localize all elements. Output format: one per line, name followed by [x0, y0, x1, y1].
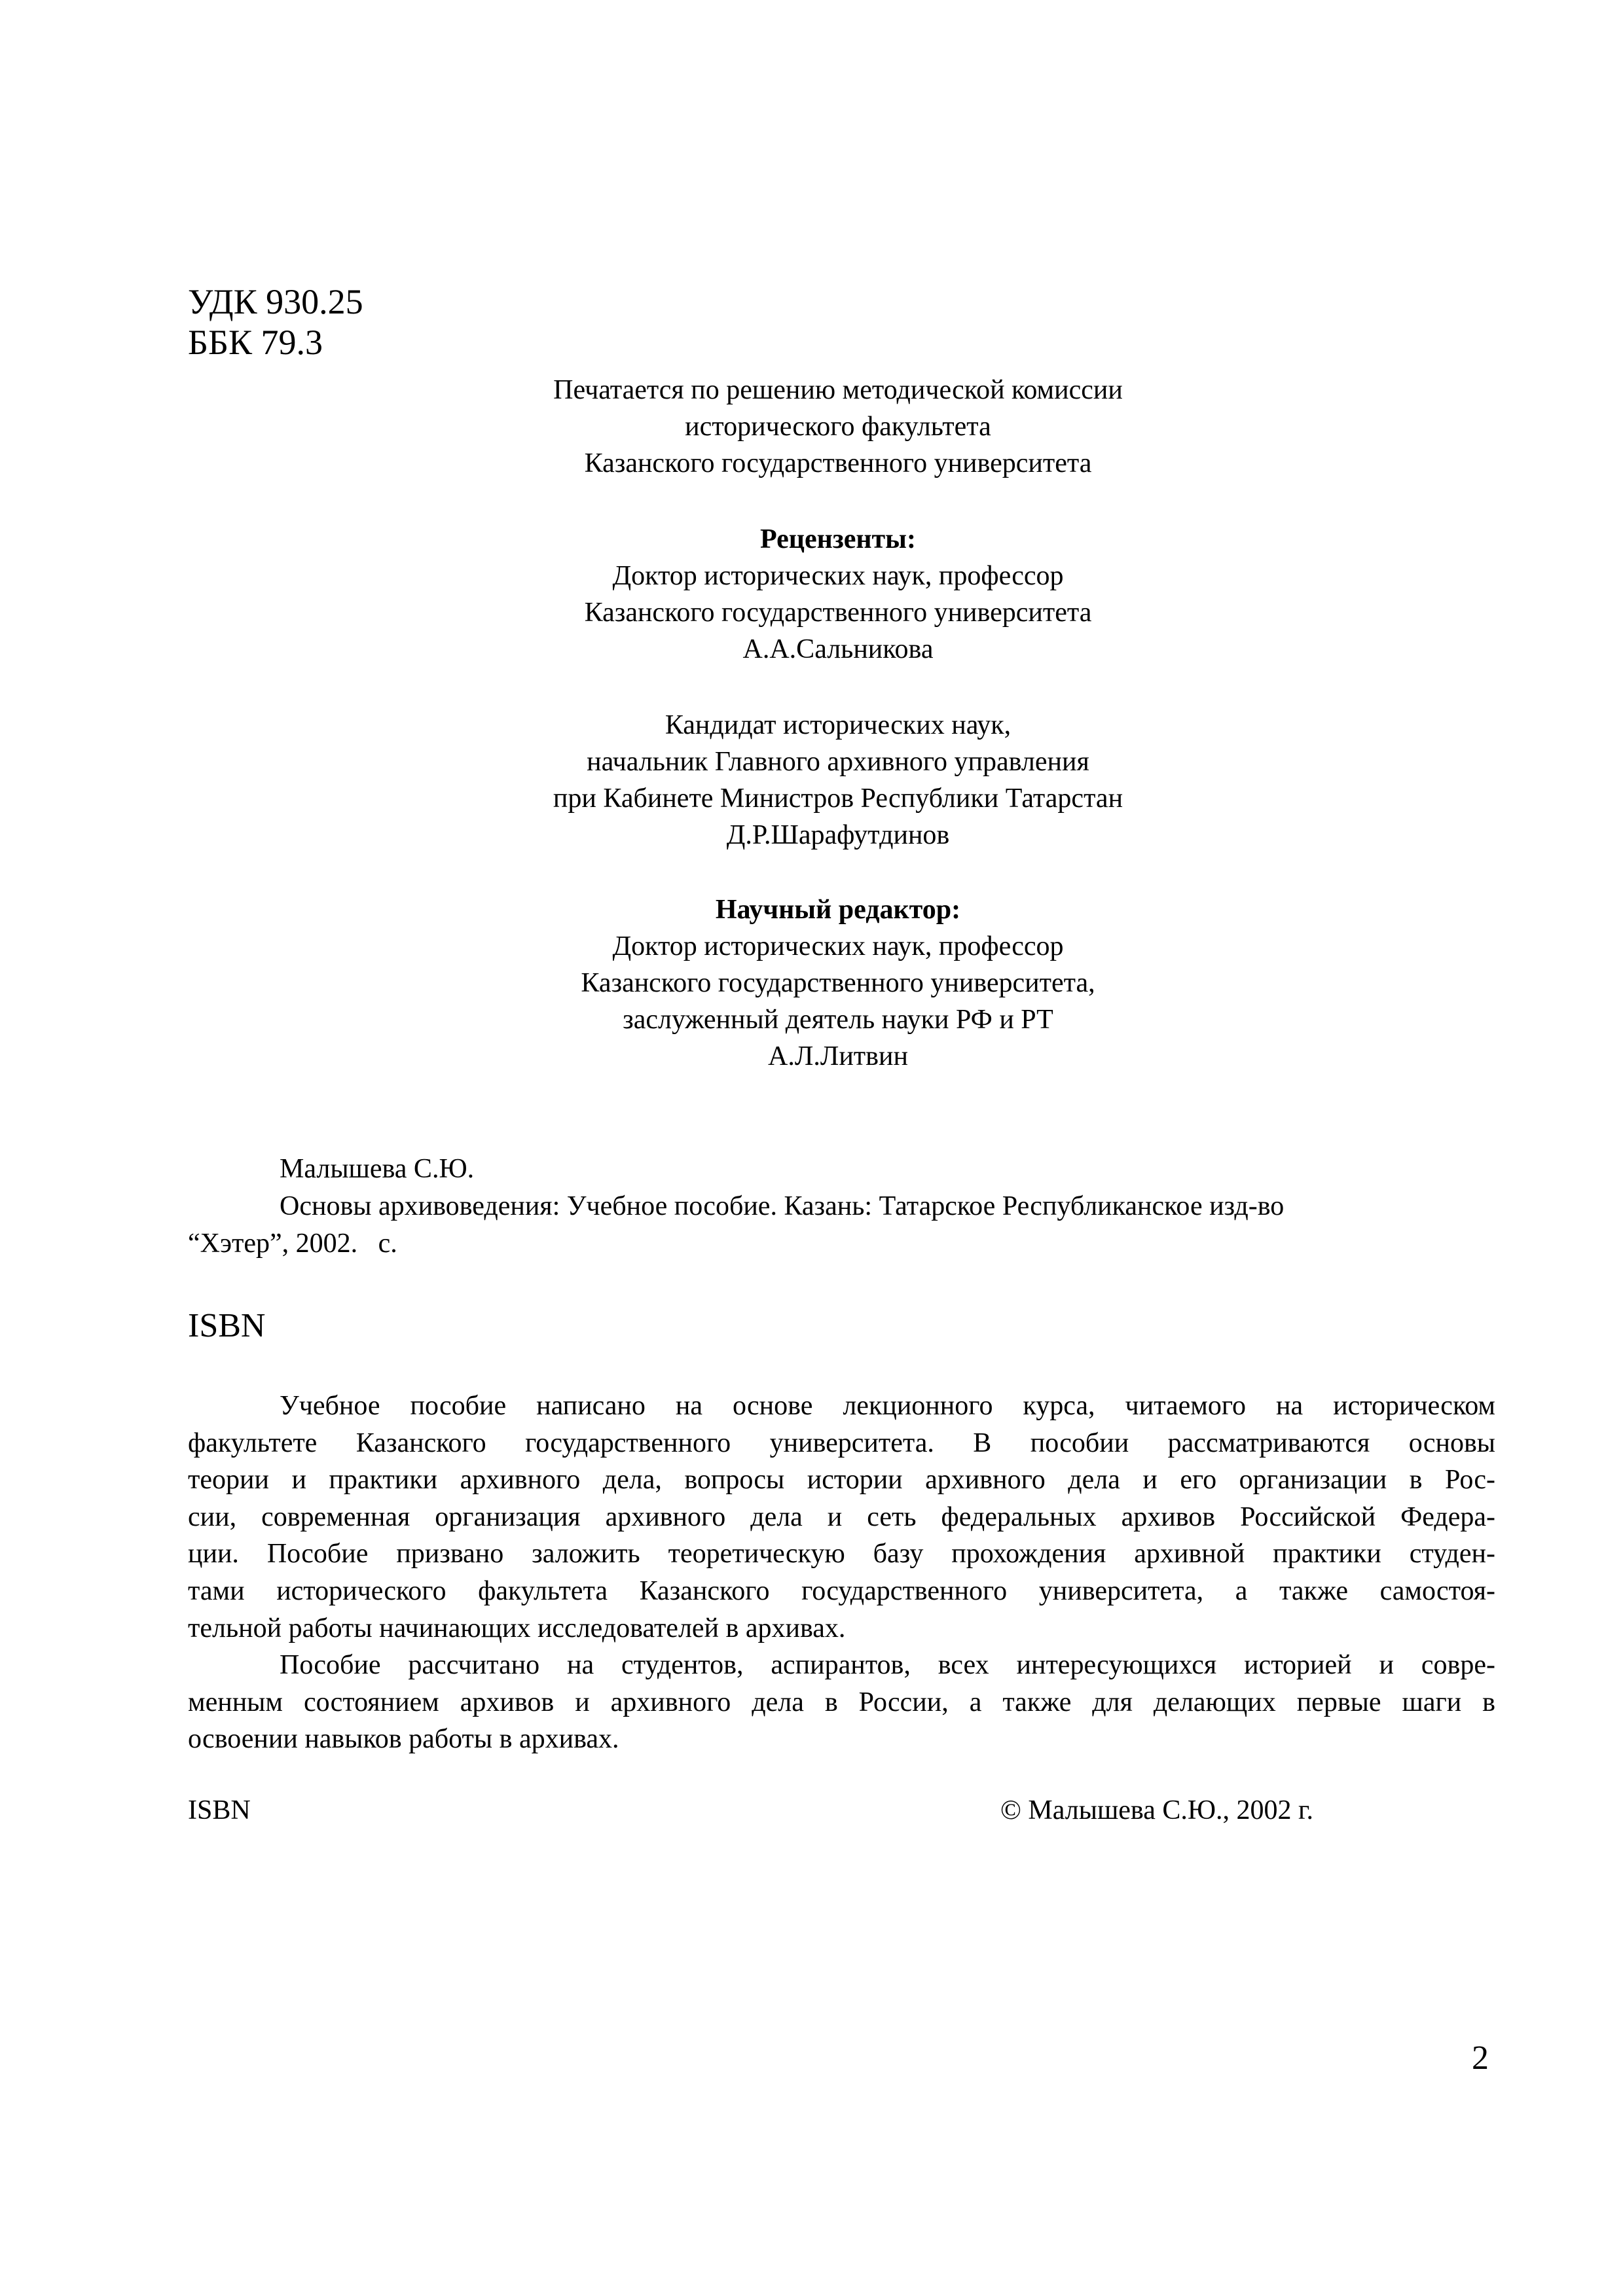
approval-note [498, 372, 1178, 482]
editor-line: Казанского государственного университета, [581, 968, 1095, 998]
abstract [188, 1388, 1495, 1758]
abstract-line: освоении навыков работы в архивах. [188, 1724, 619, 1755]
abstract-line: Учебное пособие написано на основе лекционного курса, читаемого на историческом [280, 1391, 1495, 1421]
reviewer-line: Доктор исторических наук, профессор [612, 561, 1064, 591]
reviewers-first [498, 521, 1178, 668]
isbn-label-bottom: ISBN [188, 1795, 251, 1825]
editor-name: А.Л.Литвин [768, 1041, 908, 1071]
approval-line: исторического факультета [685, 412, 991, 442]
page-number: 2 [1472, 2039, 1489, 2077]
biblio-publisher: “Хэтер”, 2002. с. [188, 1229, 397, 1259]
scientific-editor [498, 891, 1178, 1075]
isbn-label-top: ISBN [188, 1307, 266, 1344]
reviewer-line: Кандидат исторических наук, [665, 710, 1012, 740]
biblio-title: Основы архивоведения: Учебное пособие. Казань: Татарское Республиканское изд-во [280, 1191, 1285, 1221]
abstract-line: тельной работы начинающих исследователей в архивах. [188, 1613, 846, 1643]
editor-heading: Научный редактор: [715, 895, 961, 925]
abstract-line: ции. Пособие призвано заложить теоретическую базу прохождения архивной практики студен- [188, 1539, 1495, 1570]
editor-line: заслуженный деятель науки РФ и РТ [623, 1005, 1053, 1035]
bbk-code: ББК 79.3 [188, 323, 323, 362]
reviewer-line: при Кабинете Министров Республики Татарстан [553, 783, 1123, 814]
abstract-line: менным состоянием архивов и архивного дела в России, а также для делающих первые шаги в [188, 1687, 1495, 1717]
reviewer-line: Казанского государственного университета [584, 598, 1092, 628]
udk-code: УДК 930.25 [188, 282, 363, 321]
approval-line: Печатается по решению методической комиссии [553, 375, 1123, 405]
reviewer-name: Д.Р.Шарафутдинов [726, 820, 950, 850]
abstract-line: Пособие рассчитано на студентов, аспирантов, всех интересующихся историей и совре- [280, 1650, 1495, 1681]
abstract-line: сии, современная организация архивного дела и сеть федеральных архивов Российской Федера- [188, 1501, 1495, 1532]
abstract-line: теории и практики архивного дела, вопросы истории архивного дела и его организации в Рос- [188, 1465, 1495, 1496]
reviewers-second [498, 707, 1178, 853]
reviewer-name: А.А.Сальникова [742, 634, 934, 664]
copyright-notice: © Малышева С.Ю., 2002 г. [1000, 1795, 1314, 1825]
classification-codes [188, 281, 363, 363]
editor-line: Доктор исторических наук, профессор [612, 931, 1064, 961]
biblio-author: Малышева С.Ю. [280, 1154, 475, 1184]
abstract-line: тами исторического факультета Казанского государственного университета, а также самостоя- [188, 1575, 1495, 1606]
abstract-line: факультете Казанского государственного университета. В пособии рассматриваются основы [188, 1427, 1495, 1458]
reviewers-heading: Рецензенты: [760, 524, 916, 554]
approval-line: Казанского государственного университета [584, 448, 1092, 478]
bibliographic-record [188, 1151, 1495, 1263]
reviewer-line: начальник Главного архивного управления [587, 747, 1089, 777]
